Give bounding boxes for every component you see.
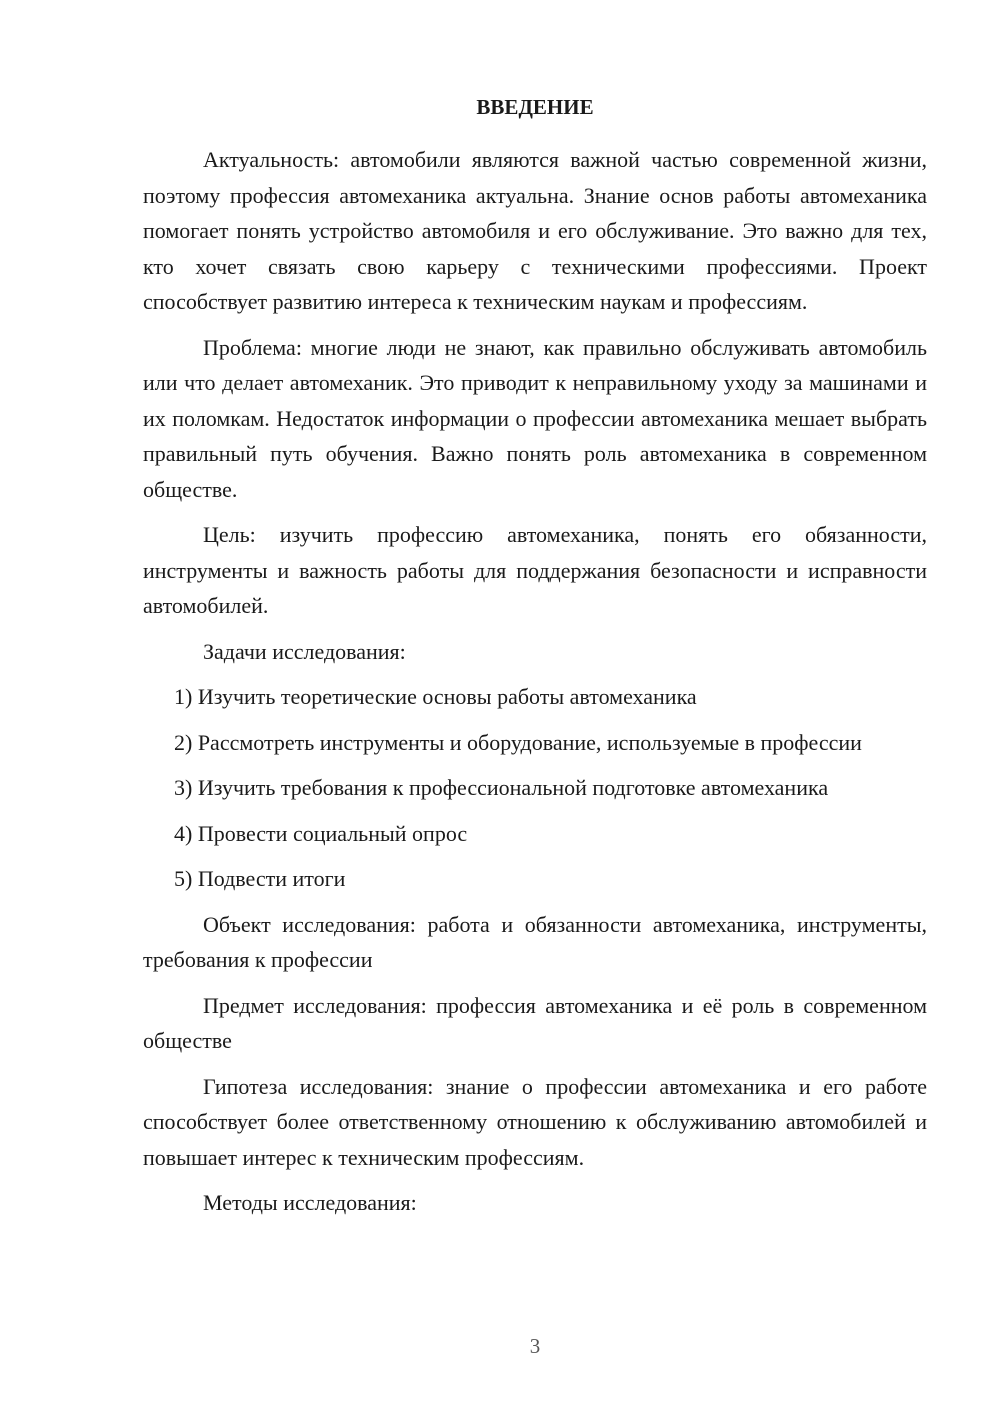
hypothesis-paragraph: Гипотеза исследования: знание о профессии автомеханика и его работе способствует более ответственному отношению к обслуживанию автомобилей и повышает интерес к техническим профессиям. bbox=[143, 1073, 927, 1170]
task-item-1: 1) Изучить теоретические основы работы автомеханика bbox=[174, 684, 697, 709]
task-item-2: 2) Рассмотреть инструменты и оборудование, используемые в профессии bbox=[174, 729, 862, 755]
relevance-paragraph: Актуальность: автомобили являются важной частью современной жизни, поэтому профессия автомеханика актуальна. Знание основ работы автомеханика помогает понять устройство автомобиля и его обслуживание. Это важно для тех, кто хочет связать свою карьеру с техническими профессиями. Проект способствует развитию интереса к техническим наукам и профессиям. bbox=[143, 147, 927, 314]
object-paragraph: Объект исследования: работа и обязанности автомеханика, инструменты, требования к профессии bbox=[143, 911, 927, 972]
document-page bbox=[143, 92, 927, 1231]
task-item-5: 5) Подвести итоги bbox=[174, 866, 346, 891]
task-item-4: 4) Провести социальный опрос bbox=[174, 820, 468, 846]
subject-paragraph: Предмет исследования: профессия автомеханика и её роль в современном обществе bbox=[143, 992, 927, 1053]
problem-paragraph: Проблема: многие люди не знают, как правильно обслуживать автомобиль или что делает автомеханик. Это приводит к неправильному уходу за машинами и их поломкам. Недостаток информации о профессии автомеханика мешает выбрать правильный путь обучения. Важно понять роль автомеханика в современном обществе. bbox=[143, 334, 927, 502]
section-title: ВВЕДЕНИЕ bbox=[476, 95, 594, 119]
page-number: 3 bbox=[529, 1334, 541, 1358]
goal-paragraph: Цель: изучить профессию автомеханика, понять его обязанности, инструменты и важность работы для поддержания безопасности и исправности автомобилей. bbox=[143, 522, 927, 618]
task-item-3: 3) Изучить требования к профессиональной подготовке автомеханика bbox=[174, 775, 829, 800]
tasks-heading: Задачи исследования: bbox=[203, 638, 406, 664]
methods-heading: Методы исследования: bbox=[203, 1190, 417, 1215]
